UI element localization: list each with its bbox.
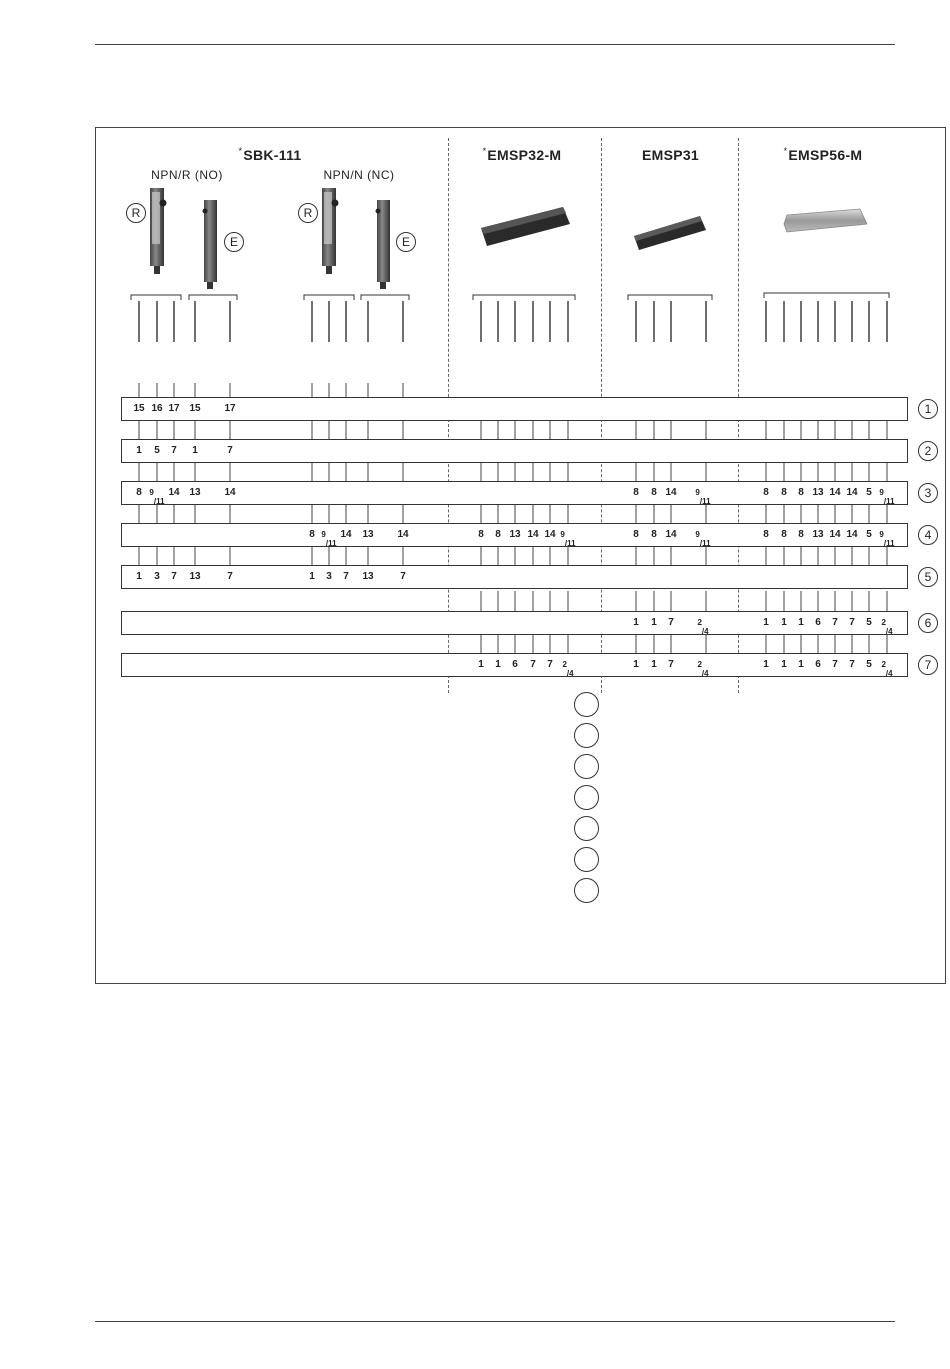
bottom-rule: [95, 1321, 895, 1322]
pin-label: 13: [362, 571, 374, 582]
group-title-emsp56: *EMSP56-M: [783, 146, 863, 163]
pin-label: 8: [478, 529, 484, 540]
subtitle-npn-n: NPN/N (NC): [323, 168, 395, 182]
empty-circle: [574, 754, 599, 779]
pin-label: 14: [224, 487, 236, 498]
connection-row-1: [121, 397, 908, 421]
pin-label: 1: [633, 659, 639, 670]
pin-label: 7: [849, 617, 855, 628]
pin-label: 8: [633, 529, 639, 540]
pin-label: $^2_{/4}$: [697, 618, 709, 636]
row-number-badge: 3: [918, 483, 938, 503]
pin-label: 13: [812, 487, 824, 498]
pin-label: 8: [633, 487, 639, 498]
pin-label: 5: [866, 659, 872, 670]
pin-label: 5: [866, 529, 872, 540]
pin-label: 8: [651, 487, 657, 498]
pin-label: $^9_{/11}$: [321, 530, 337, 548]
receiver-label-icon: R: [298, 203, 318, 223]
row-number-badge: 7: [918, 655, 938, 675]
pin-label: 15: [133, 403, 145, 414]
pin-label: $^9_{/11}$: [879, 530, 895, 548]
pin-label: 7: [400, 571, 406, 582]
pin-label: 13: [189, 487, 201, 498]
pin-label: 8: [136, 487, 142, 498]
pin-label: 7: [668, 617, 674, 628]
pin-label: 7: [227, 445, 233, 456]
pin-label: 1: [478, 659, 484, 670]
empty-circle: [574, 847, 599, 872]
pin-label: 1: [495, 659, 501, 670]
pin-label: 14: [168, 487, 180, 498]
pin-label: $^9_{/11}$: [695, 488, 711, 506]
pin-label: 1: [633, 617, 639, 628]
pin-label: 17: [168, 403, 180, 414]
pin-label: 14: [846, 487, 858, 498]
pin-label: 1: [763, 659, 769, 670]
pin-label: 1: [192, 445, 198, 456]
pin-label: 5: [866, 487, 872, 498]
row-number-badge: 5: [918, 567, 938, 587]
pin-label: 8: [309, 529, 315, 540]
pin-label: $^2_{/4}$: [881, 618, 893, 636]
group-title-sbk: *SBK-111: [238, 146, 302, 163]
empty-circle: [574, 785, 599, 810]
connection-row-2: [121, 439, 908, 463]
pin-label: 14: [527, 529, 539, 540]
pin-label: 6: [512, 659, 518, 670]
pin-label: $^2_{/4}$: [697, 660, 709, 678]
pin-label: 7: [547, 659, 553, 670]
pin-label: 8: [798, 529, 804, 540]
empty-circle: [574, 878, 599, 903]
pin-label: 13: [189, 571, 201, 582]
pin-label: $^9_{/11}$: [149, 488, 165, 506]
pin-label: 1: [763, 617, 769, 628]
pin-label: $^2_{/4}$: [562, 660, 574, 678]
pin-label: 1: [136, 571, 142, 582]
pin-label: 3: [154, 571, 160, 582]
pin-label: 14: [397, 529, 409, 540]
pin-label: 17: [224, 403, 236, 414]
row-number-badge: 2: [918, 441, 938, 461]
pin-label: 14: [340, 529, 352, 540]
connection-row-5: [121, 565, 908, 589]
pin-label: 1: [798, 617, 804, 628]
row-number-badge: 6: [918, 613, 938, 633]
pin-label: 1: [798, 659, 804, 670]
pin-label: 14: [544, 529, 556, 540]
pin-label: 7: [832, 659, 838, 670]
pin-label: 13: [812, 529, 824, 540]
pin-label: 1: [651, 617, 657, 628]
receiver-label-icon: R: [126, 203, 146, 223]
pin-label: 7: [171, 445, 177, 456]
pin-label: 8: [763, 529, 769, 540]
pin-label: 13: [362, 529, 374, 540]
subtitle-npn-r: NPN/R (NO): [151, 168, 223, 182]
pin-label: 8: [781, 487, 787, 498]
pin-label: 16: [151, 403, 163, 414]
connection-row-3: [121, 481, 908, 505]
pin-label: $^9_{/11}$: [560, 530, 576, 548]
pin-label: 8: [651, 529, 657, 540]
pin-label: 5: [866, 617, 872, 628]
empty-circle: [574, 816, 599, 841]
row-number-badge: 1: [918, 399, 938, 419]
pin-label: 8: [495, 529, 501, 540]
pin-label: 1: [781, 659, 787, 670]
pin-label: 14: [665, 529, 677, 540]
group-title-emsp31: EMSP31: [641, 147, 700, 163]
pin-label: $^9_{/11}$: [695, 530, 711, 548]
pin-label: 1: [781, 617, 787, 628]
pin-label: 14: [665, 487, 677, 498]
pin-label: 7: [227, 571, 233, 582]
pin-label: 5: [154, 445, 160, 456]
pin-label: 7: [832, 617, 838, 628]
pin-label: 14: [846, 529, 858, 540]
pin-label: 7: [343, 571, 349, 582]
empty-circle: [574, 692, 599, 717]
pin-label: 15: [189, 403, 201, 414]
pin-label: 7: [668, 659, 674, 670]
emitter-label-icon: E: [396, 232, 416, 252]
pin-label: 1: [309, 571, 315, 582]
pin-label: 8: [798, 487, 804, 498]
row-number-badge: 4: [918, 525, 938, 545]
pin-label: 7: [171, 571, 177, 582]
pin-label: 7: [849, 659, 855, 670]
pin-label: 1: [136, 445, 142, 456]
pin-label: 3: [326, 571, 332, 582]
pin-label: 7: [530, 659, 536, 670]
emitter-label-icon: E: [224, 232, 244, 252]
pin-label: 8: [781, 529, 787, 540]
pin-label: 6: [815, 659, 821, 670]
empty-circle: [574, 723, 599, 748]
pin-label: 13: [509, 529, 521, 540]
pin-label: $^2_{/4}$: [881, 660, 893, 678]
connection-row-6: [121, 611, 908, 635]
pin-label: 14: [829, 529, 841, 540]
pin-label: 14: [829, 487, 841, 498]
pin-label: $^9_{/11}$: [879, 488, 895, 506]
pin-label: 6: [815, 617, 821, 628]
pin-label: 8: [763, 487, 769, 498]
pin-label: 1: [651, 659, 657, 670]
group-title-emsp32: *EMSP32-M: [482, 146, 562, 163]
